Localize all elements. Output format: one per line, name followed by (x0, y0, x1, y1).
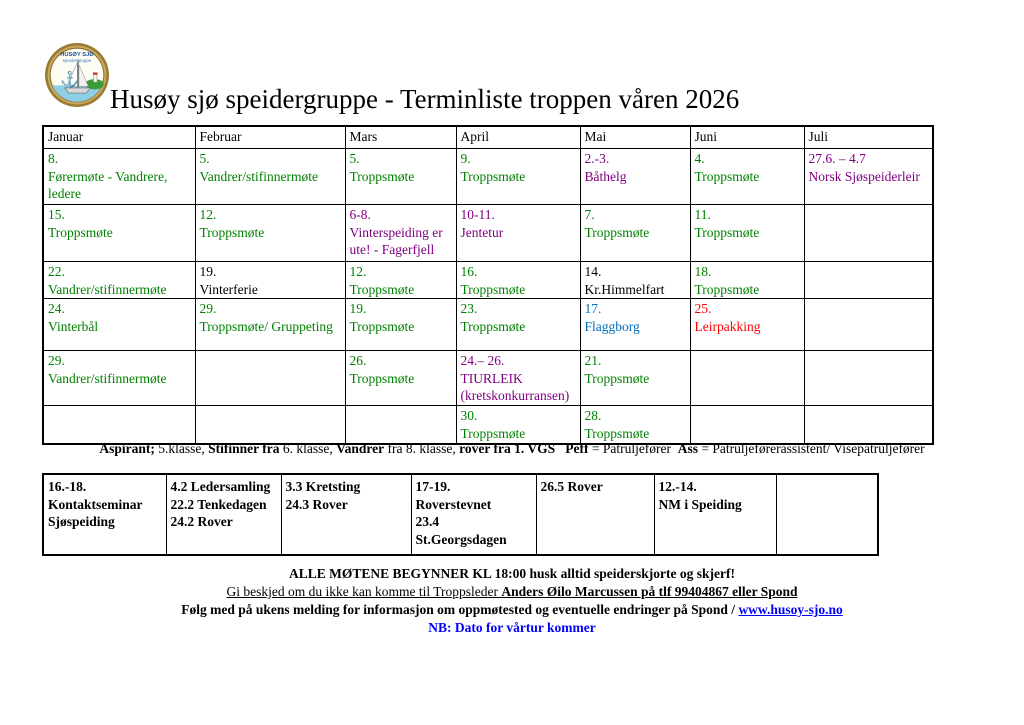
website-link[interactable]: www.husoy-sjo.no (738, 602, 843, 617)
event-line: Vandrer/stifinnermøte (48, 370, 167, 386)
event-line: Leirpakking (694, 318, 761, 334)
calendar-cell (580, 351, 690, 406)
calendar-row (43, 406, 933, 444)
event-line: 10-11. (460, 207, 495, 222)
calendar-cell (804, 406, 933, 444)
event-line: Båthelg (584, 168, 627, 184)
calendar-cell (43, 205, 195, 262)
event-line: Kr.Himmelfart (584, 281, 665, 297)
calendar-cell (195, 262, 345, 299)
event-line: 22. (48, 264, 65, 279)
event-line: Kontaktseminar (48, 496, 143, 512)
event-line: NM i Speiding (658, 496, 742, 512)
calendar-cell (456, 406, 580, 444)
calendar-cell (43, 406, 195, 444)
calendar-cell (345, 205, 456, 262)
calendar-cell (580, 262, 690, 299)
extra-cell (654, 474, 776, 555)
event-line: Troppsmøte (349, 318, 415, 334)
event-line: Troppsmøte (349, 281, 415, 297)
month-header: Februar (195, 126, 345, 149)
event-line: Troppsmøte (694, 168, 760, 184)
calendar-cell (345, 351, 456, 406)
event-line: 24.3 Rover (285, 496, 348, 512)
extra-table-body (43, 474, 878, 555)
calendar-cell (690, 406, 804, 444)
calendar-cell (43, 299, 195, 351)
event-line: 9. (460, 151, 471, 166)
month-header: Juni (690, 126, 804, 149)
calendar-cell (580, 406, 690, 444)
event-line: Roverstevnet (415, 496, 492, 512)
event-line: 23.4 (415, 514, 440, 529)
calendar-row (43, 262, 933, 299)
footer-line (0, 583, 1024, 601)
calendar-cell (804, 149, 933, 205)
calendar-head (43, 126, 933, 149)
event-line: 12.-14. (658, 479, 697, 494)
event-line: TIURLEIK (460, 370, 523, 386)
calendar-cell (456, 149, 580, 205)
event-line: 15. (48, 207, 65, 222)
event-line: Sjøspeiding (48, 514, 115, 529)
event-line: 23. (460, 301, 478, 316)
page-title: Husøy sjø speidergruppe - Terminliste troppen våren 2026 (110, 84, 740, 114)
event-line: Jentetur (460, 224, 504, 240)
extra-cell (536, 474, 654, 555)
calendar-body (43, 149, 933, 444)
event-line: 6-8. (349, 207, 371, 222)
footer (0, 565, 1024, 637)
event-line: (kretskonkurransen) (460, 388, 570, 403)
month-header: April (456, 126, 580, 149)
event-line: Troppsmøte (460, 168, 526, 184)
event-line: 24. (48, 301, 65, 316)
event-line: 22.2 Tenkedagen (170, 496, 267, 512)
month-header: Juli (804, 126, 933, 149)
event-line: 16. (460, 264, 478, 279)
calendar-cell (195, 149, 345, 205)
event-line: Troppsmøte (48, 224, 113, 240)
event-line: Troppsmøte (460, 425, 526, 441)
event-line: 30. (460, 408, 478, 423)
legend-segment: rover fra 1. VGS (459, 441, 556, 456)
event-line: 16.-18. (48, 479, 87, 494)
calendar-cell (195, 351, 345, 406)
calendar-cell (345, 406, 456, 444)
logo-bottom-text: speidergruppe (62, 58, 92, 64)
footer-text: NB: Dato for vårtur kommer (428, 620, 596, 635)
footer-line (0, 619, 1024, 637)
calendar-cell (690, 205, 804, 262)
legend-segment: Stifinner fra (208, 441, 280, 456)
legend-segment: Aspirant; (99, 441, 155, 456)
calendar-cell (804, 299, 933, 351)
event-line: Vandrer/stifinnermøte (199, 168, 318, 184)
extra-cell (776, 474, 878, 555)
legend-segment: Ass (677, 441, 699, 456)
month-header: Januar (43, 126, 195, 149)
footer-text: Anders Øilo Marcussen på tlf 99404867 eller Spond (501, 584, 798, 599)
event-line: Troppsmøte (349, 370, 415, 386)
event-line: 12. (349, 264, 367, 279)
calendar-cell (580, 149, 690, 205)
extra-cell (166, 474, 281, 555)
event-line: 4.2 Ledersamling (170, 479, 271, 494)
group-logo (44, 42, 110, 108)
calendar-cell (580, 299, 690, 351)
calendar-cell (43, 351, 195, 406)
calendar-header-row (43, 126, 933, 149)
event-line: 26. (349, 353, 367, 368)
calendar-row (43, 205, 933, 262)
calendar-cell (195, 406, 345, 444)
event-line: Troppsmøte (584, 224, 650, 240)
event-line: Førermøte - Vandrere, ledere (48, 168, 168, 201)
calendar-cell (345, 299, 456, 351)
calendar-cell (580, 205, 690, 262)
legend-segment (555, 441, 565, 456)
event-line: 4. (694, 151, 705, 166)
event-line: 17. (584, 301, 602, 316)
calendar-row (43, 149, 933, 205)
logo-hull (65, 88, 91, 93)
event-line: Troppsmøte (460, 318, 526, 334)
event-line: 19. (349, 301, 367, 316)
legend-line (0, 441, 1024, 457)
legend-segment: fra 8. klasse, (384, 441, 460, 456)
calendar-cell (456, 299, 580, 351)
event-line: 29. (199, 301, 217, 316)
event-line: Vinterferie (199, 281, 258, 297)
event-line: 26.5 Rover (540, 479, 603, 494)
event-line: 18. (694, 264, 712, 279)
event-line: Troppsmøte (199, 224, 265, 240)
event-line: Norsk Sjøspeiderleir (808, 168, 920, 184)
event-line: Troppsmøte (694, 281, 760, 297)
event-line: St.Georgsdagen (415, 531, 507, 547)
event-line: Vinterbål (48, 318, 99, 334)
event-line: 21. (584, 353, 602, 368)
legend-segment: Peff (565, 441, 589, 456)
footer-line (0, 601, 1024, 619)
legend-segment: = Patruljeførerassistent/ Visepatruljefører (698, 441, 925, 456)
footer-text: Gi beskjed om du ikke kan komme til Troppsleder (226, 584, 502, 599)
event-line: 8. (48, 151, 59, 166)
calendar-row (43, 299, 933, 351)
event-line: 19. (199, 264, 217, 279)
event-line: 25. (694, 301, 712, 316)
event-line: 11. (694, 207, 711, 222)
month-header: Mars (345, 126, 456, 149)
calendar-cell (456, 351, 580, 406)
calendar-cell (690, 262, 804, 299)
event-line: 27.6. – 4.7 (808, 151, 866, 166)
event-line: 5. (199, 151, 210, 166)
footer-text: Følg med på ukens melding for informasjon om oppmøtested og eventuelle endringer på Spond / (181, 602, 739, 617)
event-line: 7. (584, 207, 595, 222)
calendar-cell (456, 262, 580, 299)
extra-cell (281, 474, 411, 555)
event-line: Troppsmøte (584, 425, 650, 441)
logo-top-text: HUSØY SJØ (60, 51, 94, 58)
event-line: 3.3 Kretsting (285, 479, 361, 494)
event-line: 29. (48, 353, 65, 368)
calendar-cell (195, 299, 345, 351)
event-line: 2.-3. (584, 151, 610, 166)
extra-cell (411, 474, 536, 555)
legend-segment: = Patruljefører (588, 441, 678, 456)
legend-segment: 6. klasse, (279, 441, 337, 456)
calendar-cell (690, 351, 804, 406)
event-line: Troppsmøte (584, 370, 650, 386)
anchor-icon: ⚓ (59, 71, 80, 89)
calendar-cell (43, 149, 195, 205)
calendar-cell (345, 149, 456, 205)
calendar-cell (804, 351, 933, 406)
extra-cell (43, 474, 166, 555)
event-line: 17-19. (415, 479, 451, 494)
event-line: 12. (199, 207, 217, 222)
calendar-cell (804, 262, 933, 299)
event-line: Troppsmøte/ Gruppeting (199, 318, 333, 334)
event-line: 24.– 26. (460, 353, 505, 368)
calendar-cell (195, 205, 345, 262)
logo-lighthouse (94, 74, 98, 82)
event-line: Troppsmøte (349, 168, 415, 184)
calendar-cell (43, 262, 195, 299)
event-line: Troppsmøte (694, 224, 760, 240)
logo-lighthouse-top (93, 72, 98, 74)
calendar-table (42, 125, 934, 445)
month-header: Mai (580, 126, 690, 149)
event-line: 24.2 Rover (170, 514, 233, 529)
calendar-cell (456, 205, 580, 262)
calendar-cell (804, 205, 933, 262)
footer-line (0, 565, 1024, 583)
event-line: Flaggborg (584, 318, 640, 334)
legend-segment: Vandrer (336, 441, 385, 456)
event-line: Vinterspeiding er ute! - Fagerfjell (349, 224, 443, 257)
extra-table-row (43, 474, 878, 555)
event-line: Vandrer/stifinnermøte (48, 281, 167, 297)
extra-table (42, 473, 879, 556)
calendar-cell (690, 299, 804, 351)
event-line: 5. (349, 151, 360, 166)
event-line: 14. (584, 264, 602, 279)
event-line: Troppsmøte (460, 281, 526, 297)
calendar-row (43, 351, 933, 406)
calendar-cell (690, 149, 804, 205)
footer-text: ALLE MØTENE BEGYNNER KL 18:00 husk alltid speiderskjorte og skjerf! (289, 566, 735, 581)
event-line: 28. (584, 408, 602, 423)
calendar-cell (345, 262, 456, 299)
legend-segment: 5.klasse, (154, 441, 209, 456)
